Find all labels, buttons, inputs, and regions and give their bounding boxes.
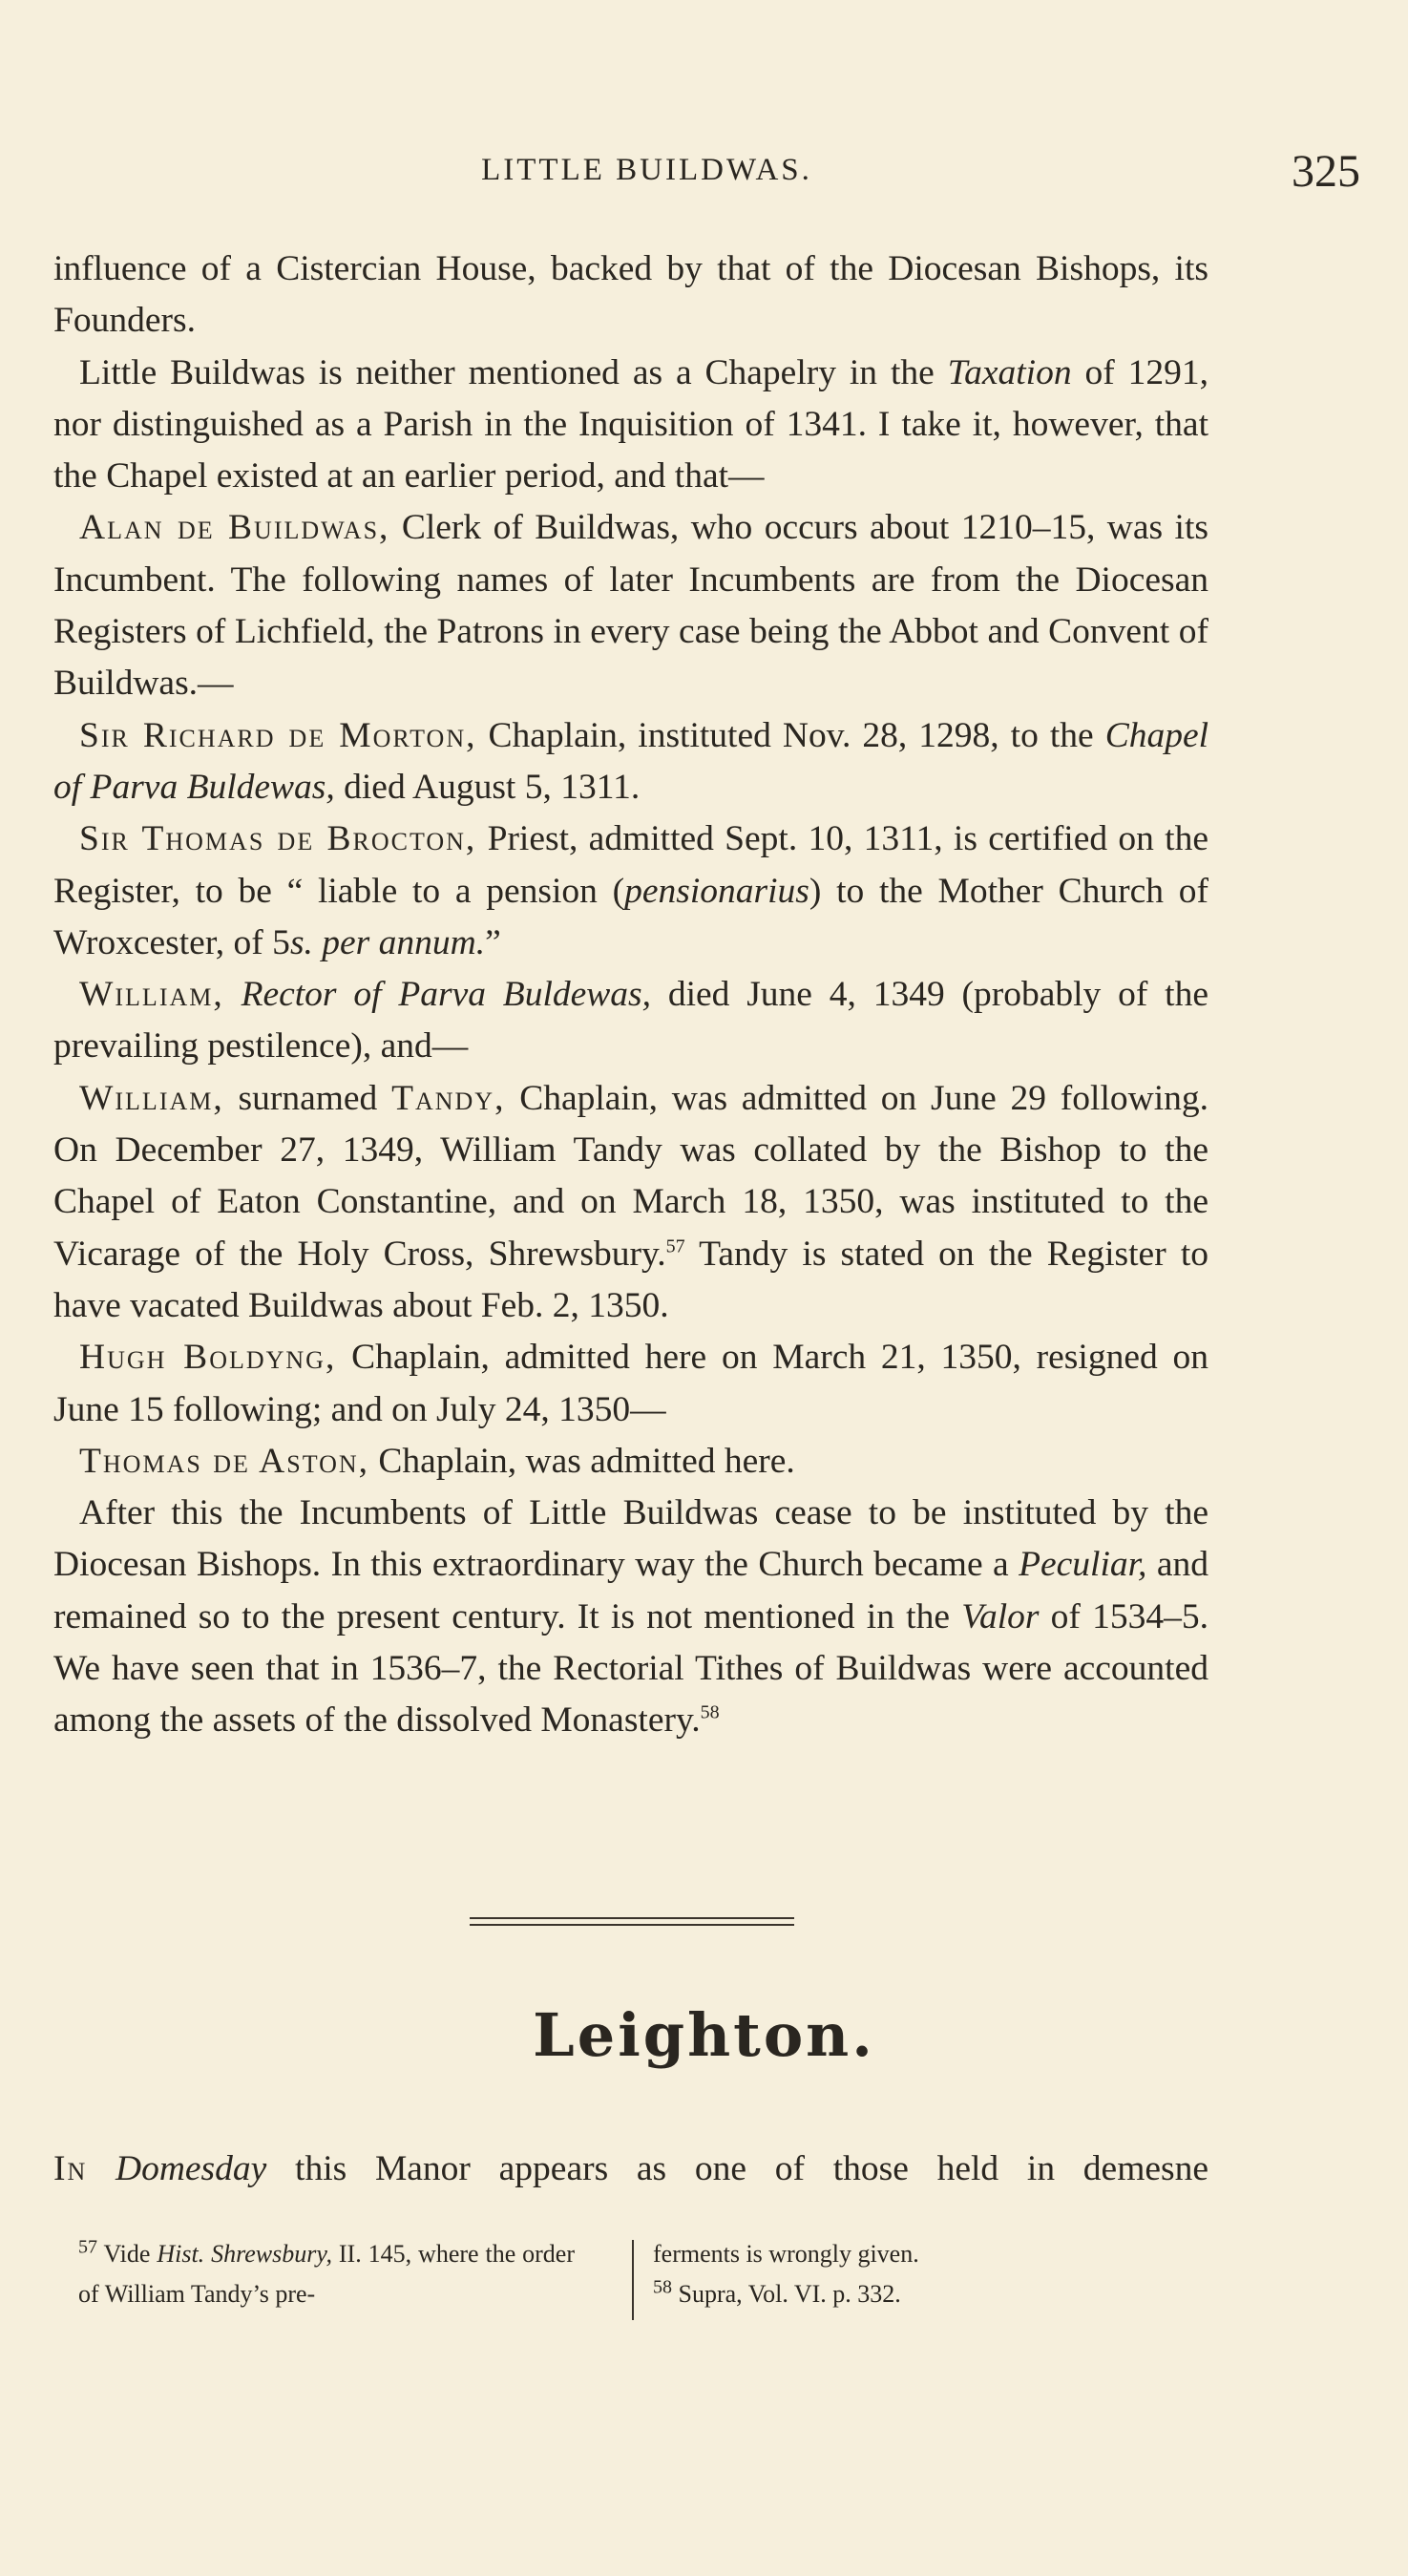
footnote-57-continuation: ferments is wrongly given. <box>653 2240 919 2268</box>
paragraph-alan-de-buildwas: Alan de Buildwas, Clerk of Buildwas, who occurs about 1210–15, was its Incumbent. The following names of later Incumbents are from the Diocesan Registers of Lichfield, the Patrons in every case being the Abbot and Convent of Buildwas.— <box>53 508 1208 704</box>
section-divider-bottom <box>470 1924 794 1926</box>
paragraph-little-buildwas: Little Buildwas is neither mentioned as a Chapelry in the Taxation of 1291, nor distinguished as a Parish in the Inquisition of 1341. I take it, however, that the Chapel existed at an earlier period, and that— <box>53 352 1208 496</box>
paragraph-william-tandy: William, surnamed Tandy, Chaplain, was admitted on June 29 following. On December 27, 1349, William Tandy was collated by the Bishop to the Chapel of Eaton Constantine, and on March 18, 1350, was instituted to the Vicarage of the Holy Cross, Shrewsbury.$^{57}$ Tandy is stated on the Register to have vacated Buildwas about Feb. 2, 1350. <box>53 1078 1208 1325</box>
section-first-line: In Domesday this Manor appears as one of those held in demesne <box>53 2149 1209 2188</box>
footnote-number-58: 58 <box>653 2276 672 2298</box>
section-divider-top <box>470 1917 794 1919</box>
paragraph-william-rector: William, Rector of Parva Buldewas, died June 4, 1349 (probably of the prevailing pestilence), and— <box>53 975 1208 1066</box>
footnote-58: $^{58}$ Supra, Vol. VI. p. 332. <box>653 2276 901 2308</box>
footnote-column-divider <box>632 2240 634 2320</box>
paragraph-thomas-de-aston: Thomas de Aston, Chaplain, was admitted here. <box>79 1441 795 1481</box>
paragraph-richard-de-morton: Sir Richard de Morton, Chaplain, instituted Nov. 28, 1298, to the Chapel of Parva Buldewas, died August 5, 1311. <box>53 715 1209 807</box>
footnote-right-column <box>653 2234 1187 2314</box>
page-header <box>95 146 1360 201</box>
footnote-57: $^{57}$ Vide Hist. Shrewsbury, II. 145, where the order of William Tandy’s pre- <box>78 2236 576 2308</box>
body-text <box>53 243 1208 1747</box>
footnote-number-57: 57 <box>78 2236 97 2258</box>
paragraph-hugh-boldyng: Hugh Boldyng, Chaplain, admitted here on March 21, 1350, resigned on June 15 following; and on July 24, 1350— <box>53 1338 1208 1429</box>
page-number: 325 <box>1292 146 1360 197</box>
footnote-ref-57[interactable]: 57 <box>665 1235 685 1257</box>
footnote-ref-58[interactable]: 58 <box>700 1701 720 1723</box>
paragraph-thomas-de-brocton: Sir Thomas de Brocton, Priest, admitted Sept. 10, 1311, is certified on the Register, to be “ liable to a pension (pensionarius) to the Mother Church of Wroxcester, of 5s. per annum.” <box>53 819 1208 962</box>
paragraph-continuation: influence of a Cistercian House, backed by that of the Diocesan Bishops, its Founders. <box>53 249 1208 341</box>
section-title: Leighton. <box>533 2000 875 2070</box>
paragraph-after-this: After this the Incumbents of Little Buildwas cease to be instituted by the Diocesan Bishops. In this extraordinary way the Church became a Peculiar, and remained so to the present century. It is not mentioned in the Valor of 1534–5. We have seen that in 1536–7, the Rectorial Tithes of Buildwas were accounted among the assets of the dissolved Monastery.$^{58}$ <box>53 1493 1208 1741</box>
running-title: LITTLE BUILDWAS. <box>481 153 812 187</box>
